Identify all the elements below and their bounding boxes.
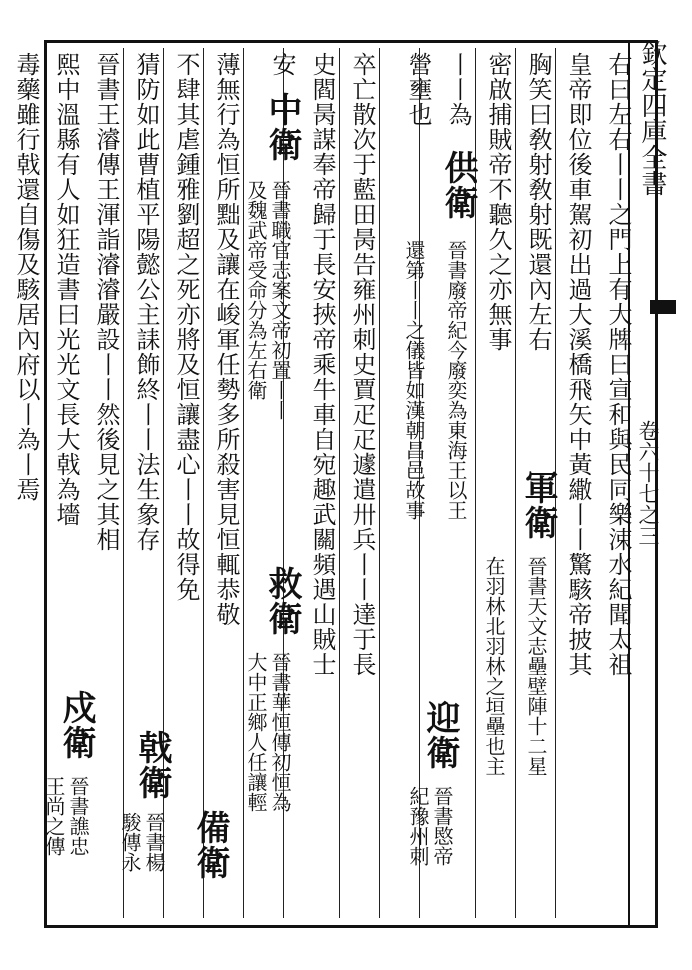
text-column: 不肆其虐鍾雅劉超之死亦將及恒讓盡心丨丨故得免 <box>172 52 200 602</box>
note-jun-wei: 晉書天文志壘壁陣十二星 <box>524 556 548 776</box>
text-column: 右曰左右丨丨之門上有大牌曰宣和與民同樂涑水紀聞太祖 <box>604 52 632 677</box>
headword-jun-wei: 軍衛 <box>518 470 558 540</box>
book-title: 欽定四庫全書 <box>637 40 667 196</box>
text-column: 毒藥雖行戟還自傷及駭居內府以丨為丨焉 <box>12 52 40 502</box>
note-gong-wei-2: 還第丨丨之儀皆如漢朝昌邑故事 <box>402 240 426 520</box>
text-column: 史閻昺謀奉帝歸于長安挾帝乘牛車自宛趣武關頻遇山賊士 <box>308 52 336 677</box>
note-jiu-wei: 晉書華恒傳初恒為 <box>268 652 292 812</box>
text-column: 營壅也 <box>404 52 432 127</box>
headword-gong-wei: 供衛 <box>438 150 478 220</box>
headword-ji-wei: 戟衛 <box>132 730 172 800</box>
note-zhong-wei-2: 及魏武帝受命分為左右衛 <box>244 180 268 400</box>
note-ji-wei-2: 駿傳永 <box>118 812 142 872</box>
text-column: 晉書王濬傳王渾詣濬濬嚴設丨丨然後見之其相 <box>92 52 120 552</box>
text-column: 安 <box>268 52 296 77</box>
headword-zhong-wei: 中衛 <box>262 92 302 162</box>
text-column: 薄無行為恒所黜及讓在峻軍任勢多所殺害見恒輒恭敬 <box>212 52 240 627</box>
headword-shu-wei: 戍衛 <box>56 690 96 760</box>
note-shu-wei: 晉書譙忠 <box>66 776 90 856</box>
note-ying-wei-2: 紀豫州刺 <box>406 786 430 866</box>
text-column: 密啟捕賊帝不聽久之亦無事 <box>484 52 512 352</box>
chapter-label: 卷六十七之三 <box>636 420 660 546</box>
note-jun-wei-2: 在羽林北羽林之垣壘也主 <box>482 556 506 776</box>
note-gong-wei: 晉書廢帝紀今廢奕為東海王以王 <box>444 240 468 520</box>
headword-bei-wei: 備衛 <box>190 810 230 880</box>
headword-ying-wei: 迎衛 <box>420 700 460 770</box>
note-jiu-wei-2: 大中正鄉人任讓輕 <box>244 652 268 812</box>
note-shu-wei-2: 王尚之傳 <box>42 776 66 856</box>
text-column: 皇帝即位後車駕初出過大溪橋飛矢中黃繖丨丨驚駭帝披其 <box>564 52 592 677</box>
text-column: 卒亡散次于藍田昺告雍州刺史賈疋疋遽遣卅兵丨丨達于長 <box>348 52 376 677</box>
text-column: 丨丨為 <box>444 52 472 127</box>
headword-jiu-wei: 救衛 <box>262 566 302 636</box>
text-column: 胸笑曰敎射敎射既還內左右 <box>524 52 552 352</box>
note-ji-wei: 晉書楊 <box>142 812 166 872</box>
note-ying-wei: 晉書愍帝 <box>430 786 454 866</box>
text-column: 熙中溫縣有人如狂造書曰光光文長大戟為墻 <box>52 52 80 527</box>
note-zhong-wei: 晉書職官志案文帝初置丨丨 <box>268 180 292 420</box>
text-column: 猜防如此曹植平陽懿公主誄飾終丨丨法生象存 <box>132 52 160 552</box>
